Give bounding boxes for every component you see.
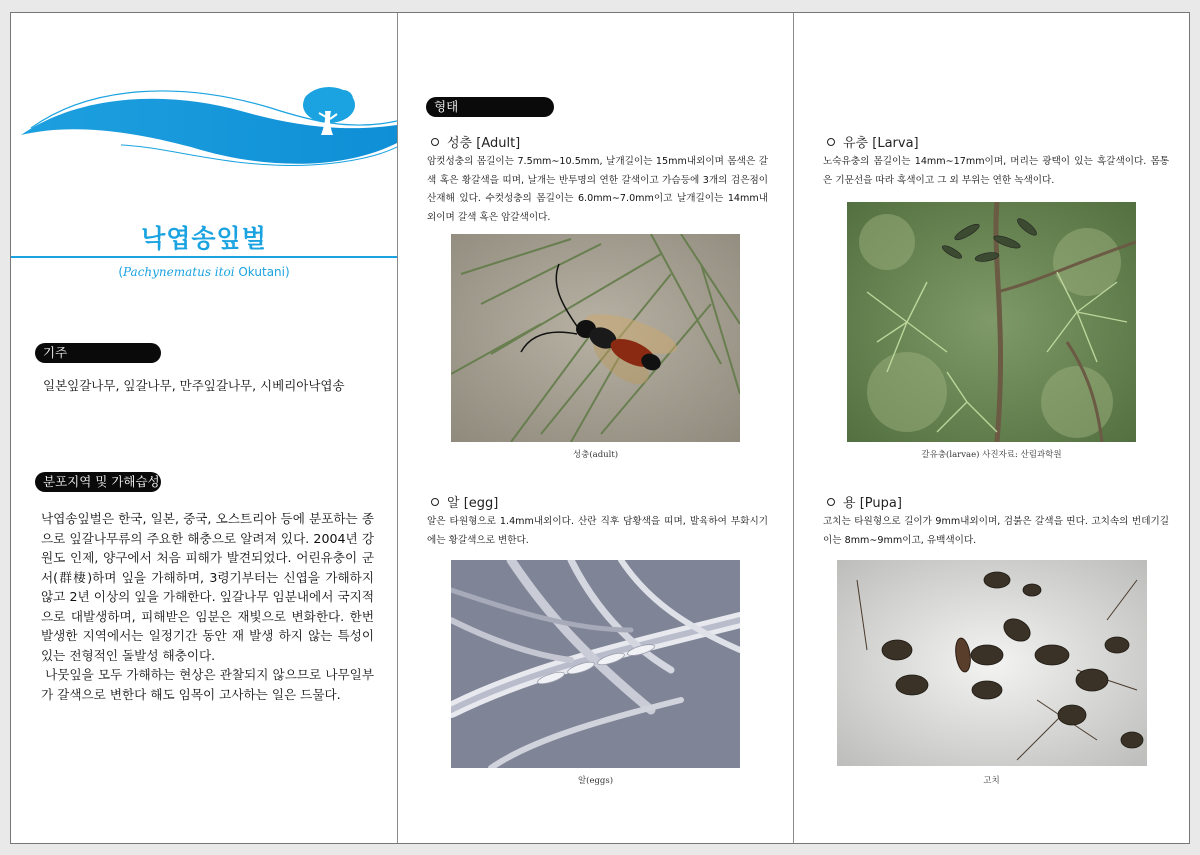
column-divider: [793, 13, 794, 843]
column-divider: [397, 13, 398, 843]
adult-photo: [451, 234, 740, 442]
morphology-tag: 형태: [426, 97, 554, 117]
circle-bullet-icon: [827, 138, 835, 146]
tree-icon: [299, 83, 357, 139]
larva-heading: [827, 132, 919, 151]
pupa-photo: [837, 560, 1147, 766]
scientific-name-italic: Pachynematus itoi: [123, 265, 235, 279]
egg-text: 알은 타원형으로 1.4mm내외이다. 산란 직후 담황색을 띠며, 발육하여 부화시기에는 황갈색으로 변한다.: [427, 516, 768, 546]
circle-bullet-icon: [431, 138, 439, 146]
title-underline: [11, 256, 397, 258]
larva-caption: 갈유충(larvae) 사진자료: 산림과학원: [921, 450, 1062, 460]
pupa-caption: 고치: [983, 776, 1000, 786]
adult-text: 암컷성충의 몸길이는 7.5mm∼10.5mm, 날개길이는 15mm내외이며 몸색은 갈색 혹은 황갈색을 띠며, 날개는 반투명의 연한 갈색이고 가슴등에 3개의 검은점이 산재해 있다. 수컷성충의 몸길이는 6.0mm∼7.0mm이고 날개길이는 14mm내외이며 갈색 혹은 암갈색이다.: [427, 156, 768, 223]
distribution-text: [41, 509, 374, 704]
adult-caption: 성충(adult): [572, 450, 619, 460]
scientific-name-author: Okutani: [238, 265, 285, 279]
egg-caption: 알(eggs): [577, 776, 614, 786]
pupa-text: 고치는 타원형으로 길이가 9mm내외이며, 검붉은 갈색을 띤다. 고치속의 번데기길이는 8mm∼9mm이고, 유백색이다.: [823, 516, 1169, 546]
host-text: 일본잎갈나무, 잎갈나무, 만주잎갈나무, 시베리아낙엽송: [43, 378, 345, 393]
pupa-heading: [827, 492, 902, 511]
larva-heading-label: 유충 [Larva]: [843, 136, 919, 151]
distribution-tag: 분포지역 및 가해습성: [35, 472, 161, 492]
scientific-name: (Pachynematus itoi Okutani): [118, 265, 290, 279]
brochure-page: [10, 12, 1190, 844]
host-tag: 기주: [35, 343, 161, 363]
egg-heading-label: 알 [egg]: [447, 496, 499, 511]
distribution-paragraph: 낙엽송잎벌은 한국, 일본, 중국, 오스트리아 등에 분포하는 종으로 잎갈나무류의 주요한 해충으로 알려져 있다. 2004년 강원도 인제, 양구에서 처음 피해가 발견되었다. 어린유충이 군서(群棲)하며 잎을 가해하며, 3령기부터는 신엽을 가해하지 않고 2년 이상의 잎을 가해한다. 잎갈나무 임분내에서 국지적으로 대발생하며, 피해받은 임분은 재빛으로 변화한다. 한번 발생한 지역에서는 일정기간 동안 재 발생 하지 않는 특성이 있는 전형적인 돌발성 해충이다.: [41, 511, 374, 663]
adult-heading-label: 성충 [Adult]: [447, 136, 521, 151]
circle-bullet-icon: [827, 498, 835, 506]
larva-text: 노숙유충의 몸길이는 14mm∼17mm이며, 머리는 광택이 있는 흑갈색이다. 몸통은 기문선을 따라 흑색이고 그 외 부위는 연한 녹색이다.: [823, 156, 1169, 186]
egg-photo: [451, 560, 740, 768]
circle-bullet-icon: [431, 498, 439, 506]
egg-heading: [431, 492, 498, 511]
larva-photo: [847, 202, 1136, 442]
distribution-paragraph: 나뭇잎을 모두 가해하는 현상은 관찰되지 않으므로 나무일부가 갈색으로 변한다 해도 임목이 고사하는 일은 드물다.: [41, 667, 374, 702]
pupa-heading-label: 용 [Pupa]: [843, 496, 902, 511]
page-title: 낙엽송잎벌: [141, 224, 267, 253]
adult-heading: [431, 132, 520, 151]
